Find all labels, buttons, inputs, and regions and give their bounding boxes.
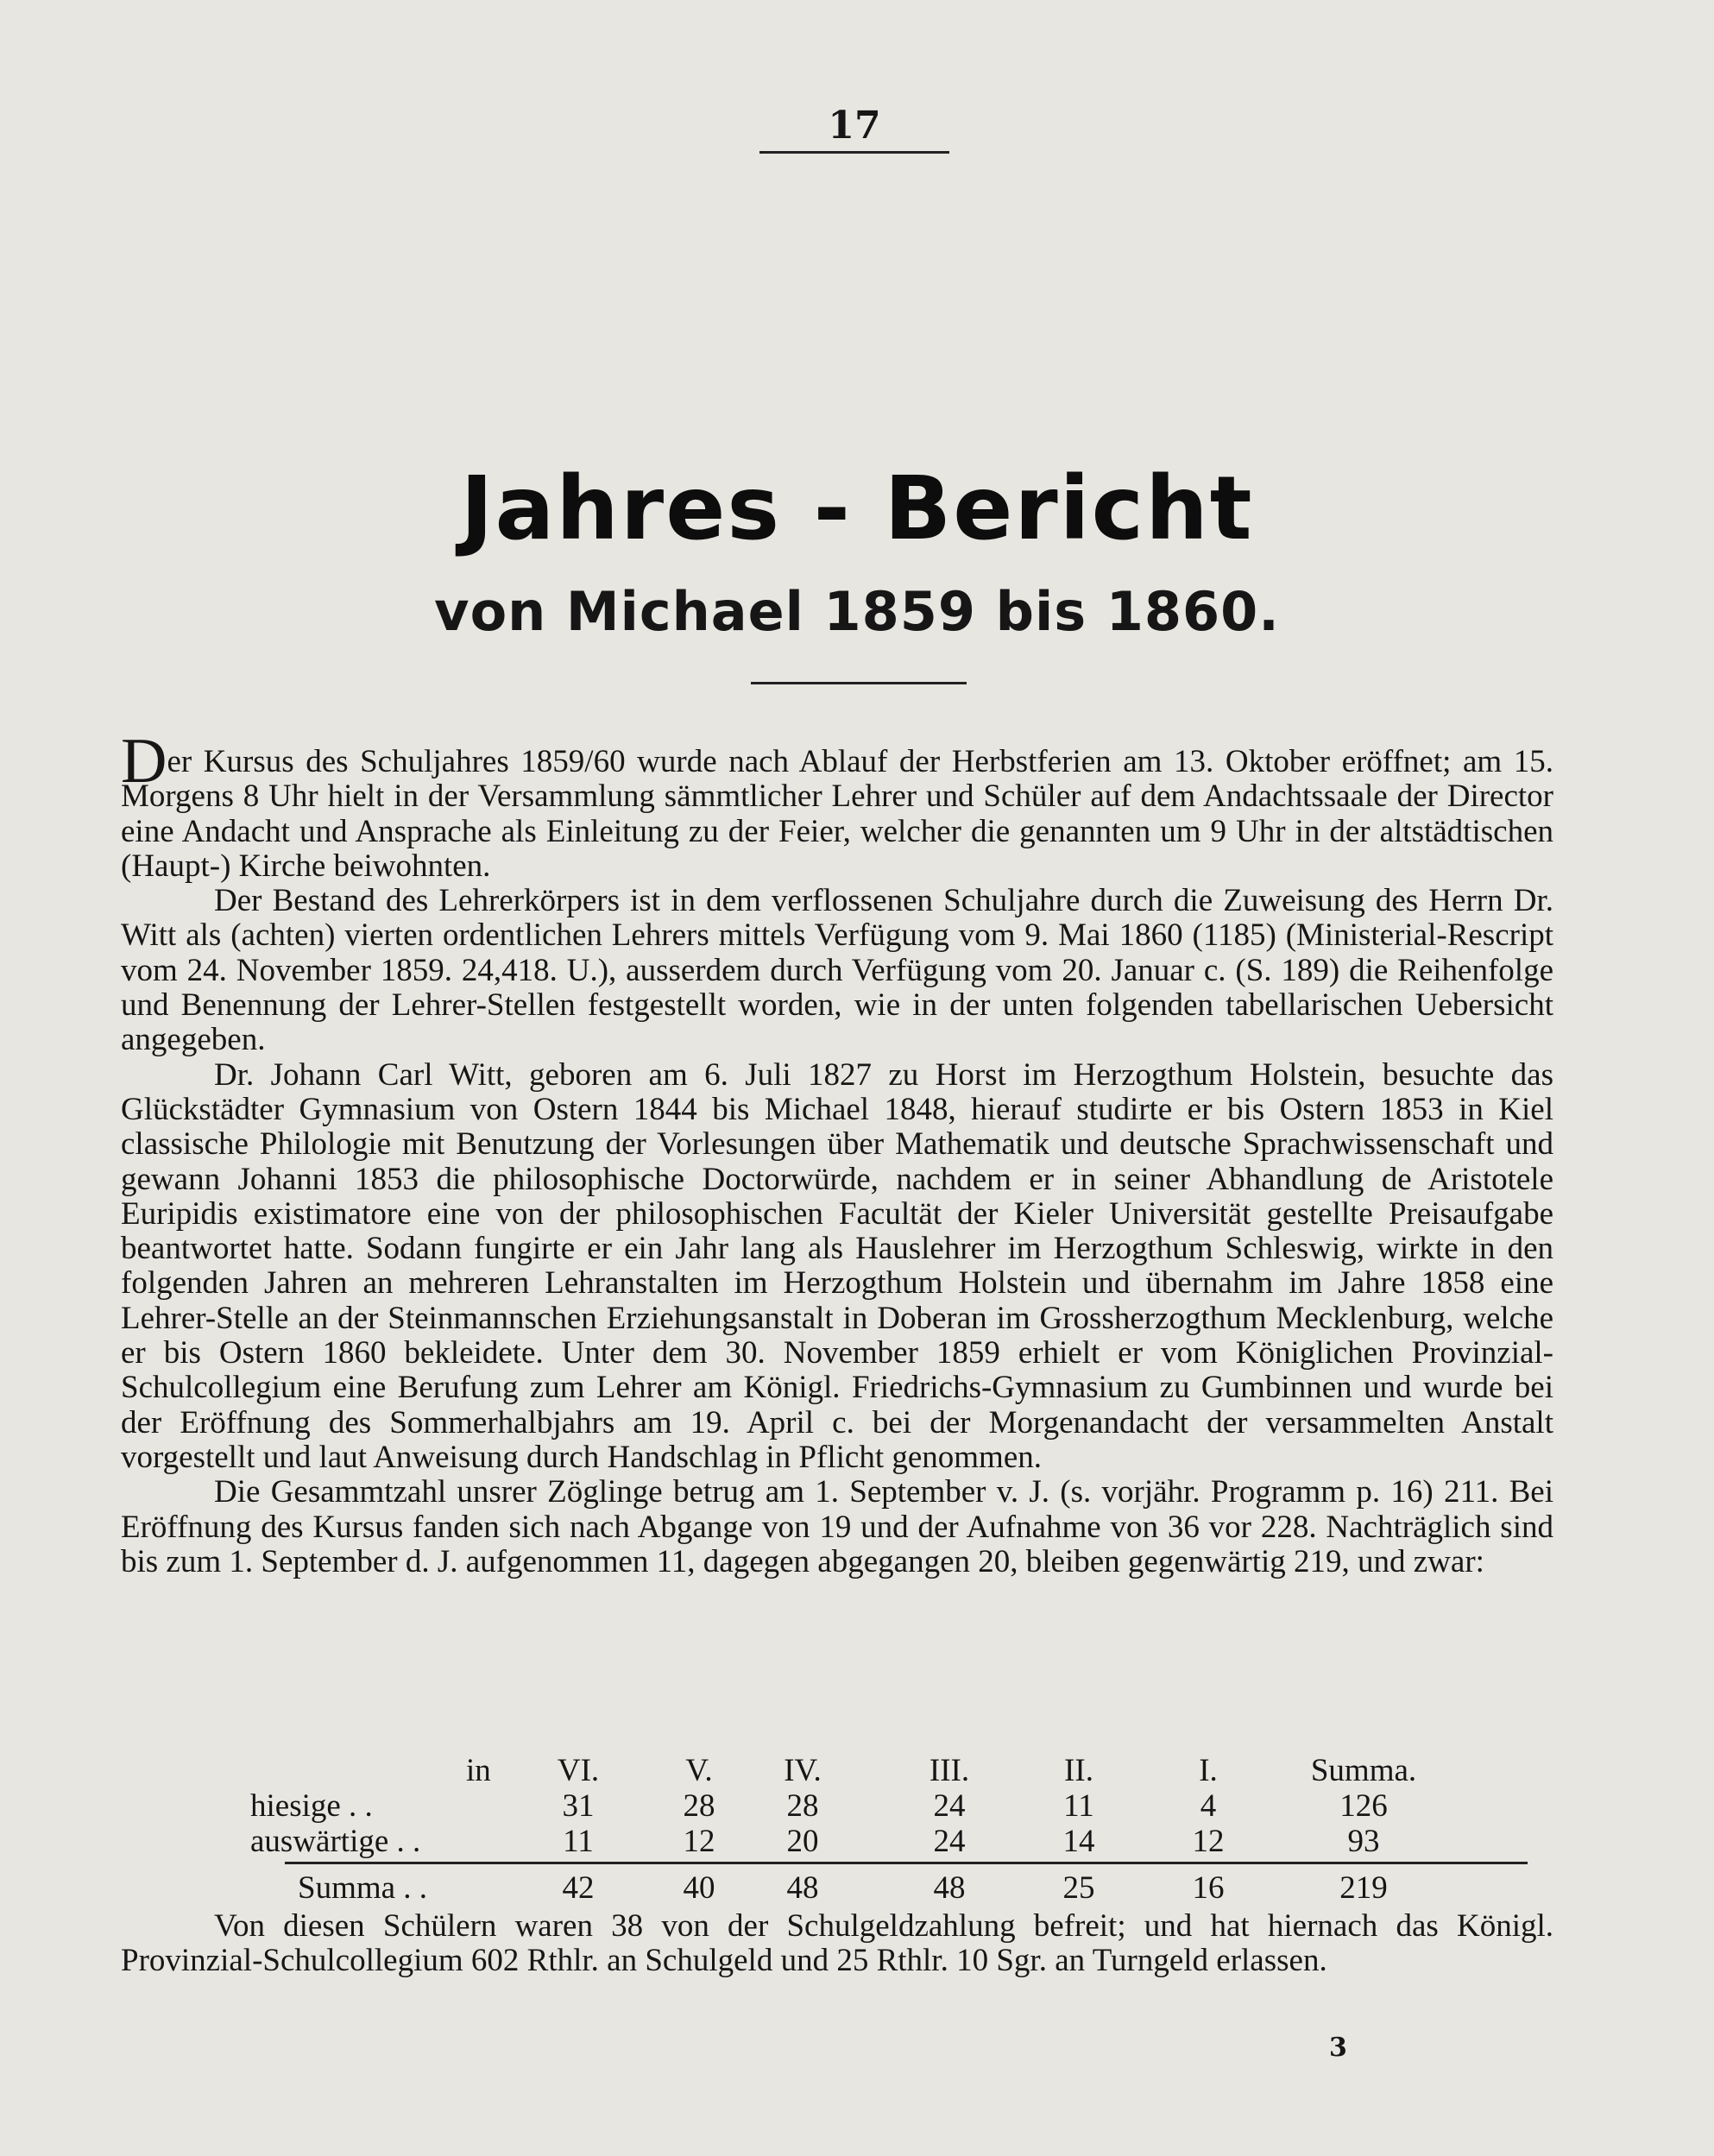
header-cell: I. [1199,1753,1218,1788]
table-cell: 48 [786,1870,819,1906]
table-cell: 126 [1339,1788,1388,1824]
header-cell: III. [929,1753,970,1788]
paragraph-pupil-count: Die Gesammtzahl unsrer Zöglinge betrug am 1. September v. J. (s. vorjähr. Programm p. 16) 211. Bei Eröffnung des Kursus fanden sich nach Abgange von 19 und der Aufnahme von 36 vor 228. Nachträglich sind bis zum 1. September d. J. aufgenommen 11, dagegen abgegangen 20, bleiben gegenwärtig 219, und zwar: [121,1474,1553,1579]
paragraph-text: er Kursus des Schuljahres 1859/60 wurde nach Ablauf der Herbstferien am 13. Oktober eröffnet; am 15. Morgens 8 Uhr hielt in der Versammlung sämmtlicher Lehrer und Schüler auf dem Andachtssaale der Director eine Andacht und Ansprache als Einleitung zu der Feier, welcher die genannten um 9 Uhr in der altstädtischen (Haupt-) Kirche beiwohnten. [121,744,1553,884]
header-cell: VI. [557,1753,600,1788]
table-row [121,1823,1553,1858]
table-cell: 14 [1062,1824,1095,1859]
report-subtitle: von Michael 1859 bis 1860. [434,580,1280,643]
table-cell: 24 [933,1788,966,1824]
sum-divider [285,1862,1528,1869]
closing-paragraph [121,1909,1553,1979]
page-number: 17 [759,104,949,154]
table-cell: 28 [786,1788,819,1824]
table-cell: 4 [1200,1788,1217,1824]
row-label: Summa . . [298,1870,428,1906]
table-cell: 42 [562,1870,595,1906]
table-cell: 12 [1192,1824,1225,1859]
table-header-row [121,1752,1553,1787]
table-cell: 11 [1063,1788,1094,1824]
table-cell: 48 [933,1870,966,1906]
drop-cap: D [121,726,167,797]
paragraph-dr-witt: Dr. Johann Carl Witt, geboren am 6. Juli 1827 zu Horst im Herzogthum Holstein, besuchte das Glückstädter Gymnasium von Ostern 1844 bis Michael 1848, hierauf studirte er bis Ostern 1853 in Kiel classische Philologie mit Benutzung der Vorlesungen über Mathematik und deutsche Sprachwissenschaft und gewann Johanni 1853 die philosophische Doctorwürde, nachdem er in seiner Abhandlung de Aristotele Euripidis existimatore eine von der philosophischen Facultät der Kieler Universität gestellte Preisaufgabe beantwortet hatte. Sodann fungirte er ein Jahr lang als Hauslehrer im Herzogthum Schleswig, wirkte in den folgenden Jahren an mehreren Lehranstalten im Herzogthum Holstein und übernahm im Jahre 1858 eine Lehrer-Stelle an der Steinmannschen Erziehungsanstalt in Doberan im Grossherzogthum Mecklenburg, welche er bis Ostern 1860 bekleidete. Unter dem 30. November 1859 erhielt er vom Königlichen Provinzial-Schulcollegium eine Berufung zum Lehrer am Königl. Friedrichs-Gymnasium zu Gumbinnen und wurde bei der Eröffnung des Sommerhalbjahrs am 19. April c. bei der Morgenandacht der versammelten Anstalt vorgestellt und laut Anweisung durch Handschlag in Pflicht genommen. [121,1056,1553,1475]
pupil-statistics-table [121,1752,1553,1905]
table-cell: 20 [786,1824,819,1859]
row-label: hiesige . . [250,1788,373,1824]
table-cell: 12 [683,1824,715,1859]
report-title: Jahres - Bericht [460,457,1254,560]
signature-mark: 3 [1329,2033,1347,2063]
table-cell: 40 [683,1870,715,1906]
table-cell: 16 [1192,1870,1225,1906]
table-cell: 31 [562,1788,595,1824]
paragraph-course-opening [121,726,1553,884]
title-divider [751,682,967,684]
paragraph-text: Von diesen Schülern waren 38 von der Schulgeldzahlung befreit; und hat hiernach das Königl. Provinzial-Schulcollegium 602 Rthlr. an Schulgeld und 25 Rthlr. 10 Sgr. an Turngeld erlassen. [121,1908,1553,1979]
table-cell: 28 [683,1788,715,1824]
table-cell: 24 [933,1824,966,1859]
table-cell: 25 [1062,1870,1095,1906]
table-cell: 11 [563,1824,594,1859]
in-label: in [466,1753,491,1788]
table-row [121,1787,1553,1823]
paragraph-teaching-staff: Der Bestand des Lehrerkörpers ist in dem verflossenen Schuljahre durch die Zuweisung des Herrn Dr. Witt als (achten) vierten ordentlichen Lehrers mittels Verfügung vom 9. Mai 1860 (1185) (Ministerial-Rescript vom 24. November 1859. 24,418. U.), ausserdem durch Verfügung vom 20. Januar c. (S. 189) die Reihenfolge und Benennung der Lehrer-Stellen festgestellt worden, wie in der unten folgenden tabellarischen Uebersicht angegeben. [121,883,1553,1058]
row-label: auswärtige . . [250,1824,421,1859]
header-cell: V. [685,1753,713,1788]
header-cell: IV. [784,1753,822,1788]
header-cell: Summa. [1310,1753,1417,1788]
report-body [121,726,1553,1579]
table-cell: 93 [1347,1824,1380,1859]
table-total-row [121,1869,1553,1905]
table-cell: 219 [1339,1870,1388,1906]
header-cell: II. [1064,1753,1093,1788]
